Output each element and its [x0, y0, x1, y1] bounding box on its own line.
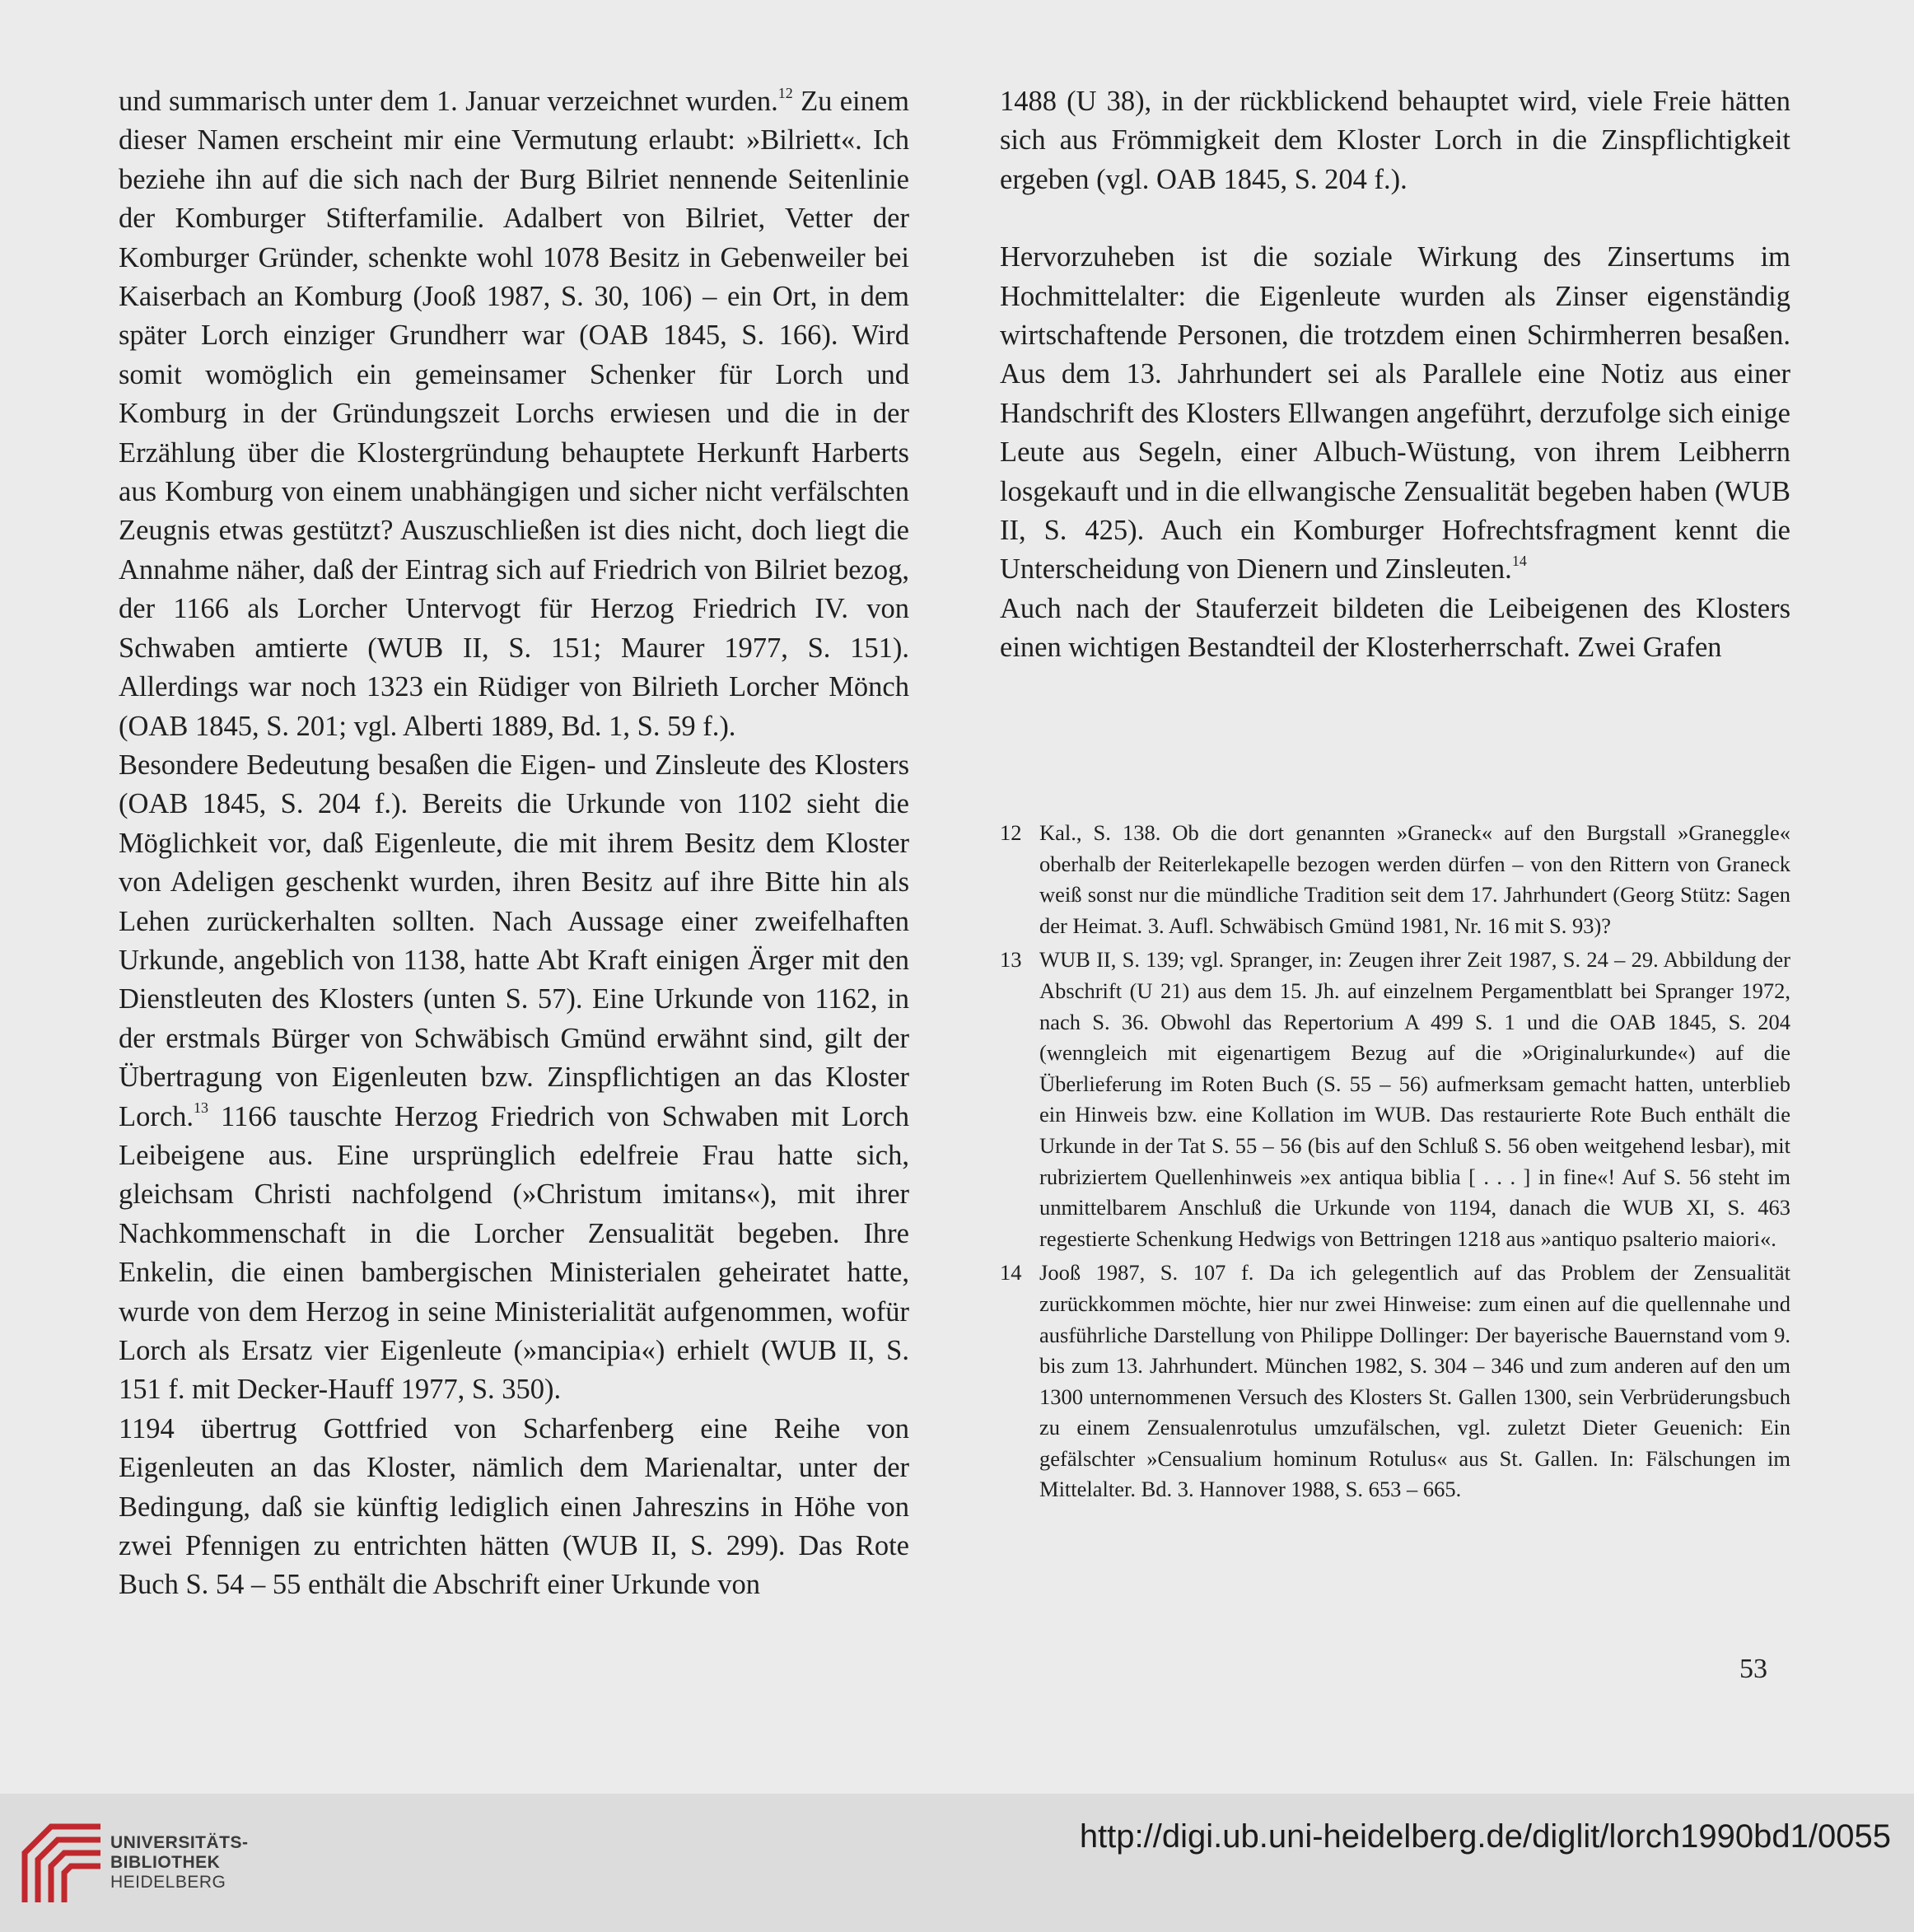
- footnote-number: 12: [1000, 820, 1022, 845]
- library-footer: [0, 1794, 1914, 1932]
- paragraph: Hervorzuheben ist die soziale Wirkung des Zinsertums im Hochmittelalter: die Eigenleute wurden als Zinser eigenständig wirtschaftende Personen, die trotzdem einen Schirmherren besaßen. Aus dem 13. Jahrhundert sei als Parallele eine Notiz aus einer Handschrift des Klosters Ellwangen angeführt, derzufolge sich einige Leute aus Segeln, einer Albuch-Wüstung, von ihrem Leibherrn losgekauft und in die ellwangische Zensualität begeben haben (WUB II, S. 425). Auch ein Komburger Hofrechtsfragment kennt die Unterscheidung von Dienern und Zinsleuten.$^{14}$: [1000, 241, 1790, 586]
- footnotes: [1000, 818, 1790, 1505]
- paragraph: Auch nach der Stauferzeit bildeten die Leibeigenen des Klosters einen wichtigen Bestandteil der Klosterherrschaft. Zwei Grafen: [1000, 592, 1790, 664]
- footnote-text: WUB II, S. 139; vgl. Spranger, in: Zeugen ihrer Zeit 1987, S. 24 – 29. Abbildung der Abschrift (U 21) aus dem 15. Jh. auf einzelnem Pergamentblatt bei Spranger 1972, nach S. 36. Obwohl das Repertorium A 499 S. 1 und die OAB 1845, S. 204 (wenngleich mit eigenartigem Bezug auf die »Originalurkunde«) auf die Überlieferung im Roten Buch (S. 55 – 56) aufmerksam gemacht hatten, unterblieb ein Hinweis bzw. eine Kollation im WUB. Das restaurierte Rote Buch enthält die Urkunde in der Tat S. 55 – 56 (bis auf den Schluß S. 56 oben weitgehend lesbar), mit rubriziertem Quellenhinweis »ex antiqua biblia [ . . . ] in fine«! Auf S. 56 steht im unmittelbarem Anschluß die Urkunde von 1194, danach die WUB XI, S. 463 regestierte Schenkung Hedwigs von Bettringen 1218 aus »antiquo psalterio maiori«.: [1039, 947, 1790, 1251]
- footnote: [1000, 1258, 1790, 1505]
- paragraph: 1488 (U 38), in der rückblickend behauptet wird, viele Freie hätten sich aus Frömmigkeit dem Kloster Lorch in die Zinspflichtigkeit ergeben (vgl. OAB 1845, S. 204 f.).: [1000, 86, 1790, 195]
- footnote-text: Kal., S. 138. Ob die dort genannten »Graneck« auf den Burgstall »Graneggle« oberhalb der Reiterlekapelle bezogen werden dürfen – von den Rittern von Graneck weiß sonst nur die mündliche Tradition seit dem 17. Jahrhundert (Georg Stütz: Sagen der Heimat. 3. Aufl. Schwäbisch Gmünd 1981, Nr. 16 mit S. 93)?: [1039, 820, 1790, 938]
- footnote-ref[interactable]: 12: [777, 84, 793, 101]
- footnote: [1000, 945, 1790, 1254]
- footnote-number: 13: [1000, 947, 1022, 973]
- footnote-ref[interactable]: 14: [1511, 552, 1527, 569]
- right-text-column: [1000, 82, 1790, 668]
- footnote-text: Jooß 1987, S. 107 f. Da ich gelegentlich auf das Problem der Zensualität zurückkommen möchte, hier nur zwei Hinweise: zum einen auf die quellennahe und ausführliche Darstellung von Philippe Dollinger: Der bayerische Bauernstand vom 9. bis zum 13. Jahrhundert. München 1982, S. 304 – 346 und zum anderen auf den um 1300 unternommenen Versuch des Klosters St. Gallen 1300, sein Verbrüderungsbuch zu einem Zensualenrotulus umzufälschen, vgl. zuletzt Dieter Geuenich: Ein gefälschter »Censualium hominum Rotulus« aus St. Gallen. In: Fälschungen im Mittelalter. Bd. 3. Hannover 1988, S. 653 – 665.: [1039, 1260, 1790, 1502]
- digital-copy-link[interactable]: http://digi.ub.uni-heidelberg.de/diglit/lorch1990bd1/0055: [1079, 1818, 1891, 1855]
- library-logo-icon: [18, 1820, 104, 1909]
- footnote-number: 14: [1000, 1260, 1022, 1286]
- page-number: 53: [1739, 1654, 1767, 1684]
- paragraph: und summarisch unter dem 1. Januar verzeichnet wurden.$^{12}$ Zu einem dieser Namen erscheint mir eine Vermutung erlaubt: »Bilriett«. Ich beziehe ihn auf die sich nach der Burg Bilriet nennende Seitenlinie der Komburger Stifterfamilie. Adalbert von Bilriet, Vetter der Komburger Gründer, schenkte wohl 1078 Besitz in Gebenweiler bei Kaiserbach an Komburg (Jooß 1987, S. 30, 106) – ein Ort, in dem später Lorch einziger Grundherr war (OAB 1845, S. 166). Wird somit womöglich ein gemeinsamer Schenker für Lorch und Komburg in der Gründungszeit Lorchs erwiesen und die in der Erzählung über die Klostergründung behauptete Herkunft Harberts aus Komburg von einem unabhängigen und sicher nicht verfälschten Zeugnis etwas gestützt? Auszuschließen ist dies nicht, doch liegt die Annahme näher, daß der Eintrag sich auf Friedrich von Bilriet bezog, der 1166 als Lorcher Untervogt für Herzog Friedrich IV. von Schwaben amtierte (WUB II, S. 151; Maurer 1977, S. 151). Allerdings war noch 1323 ein Rüdiger von Bilrieth Lorcher Mönch (OAB 1845, S. 201; vgl. Alberti 1889, Bd. 1, S. 59 f.).: [119, 84, 909, 742]
- paragraph: 1194 übertrug Gottfried von Scharfenberg eine Reihe von Eigenleuten an das Kloster, nämlich dem Marienaltar, unter der Bedingung, daß sie künftig lediglich einen Jahreszins in Höhe von zwei Pfennigen zu entrichten hätten (WUB II, S. 299). Das Rote Buch S. 54 – 55 enthält die Abschrift einer Urkunde von: [119, 1412, 909, 1601]
- library-name: UNIVERSITÄTS- BIBLIOTHEK HEIDELBERG: [110, 1833, 249, 1892]
- paragraph: Besondere Bedeutung besaßen die Eigen- und Zinsleute des Klosters (OAB 1845, S. 204 f.). Bereits die Urkunde von 1102 sieht die Möglichkeit vor, daß Eigenleute, die mit ihrem Besitz dem Kloster von Adeligen geschenkt wurden, ihren Besitz auf ihre Bitte hin als Lehen zurückerhalten sollten. Nach Aussage einer zweifelhaften Urkunde, angeblich von 1138, hatte Abt Kraft einigen Ärger mit den Dienstleuten des Klosters (unten S. 57). Eine Urkunde von 1162, in der erstmals Bürger von Schwäbisch Gmünd erwähnt sind, gilt der Übertragung von Eigenleuten bzw. Zinspflichtigen an das Kloster Lorch.$^{13}$ 1166 tauschte Herzog Friedrich von Schwaben mit Lorch Leibeigene aus. Eine ursprünglich edelfreie Frau hatte sich, gleichsam Christi nachfolgend (»Christum imitans«), mit ihrer Nachkommenschaft in die Lorcher Zensualität begeben. Ihre Enkelin, die einen bambergischen Ministerialen geheiratet hatte, wurde von dem Herzog in seine Ministerialität aufgenommen, wofür Lorch als Ersatz vier Eigenleute (»mancipia«) erhielt (WUB II, S. 151 f. mit Decker-Hauff 1977, S. 350).: [119, 749, 909, 1406]
- footnote: [1000, 818, 1790, 941]
- footnote-ref[interactable]: 13: [194, 1099, 209, 1117]
- left-text-column: [119, 82, 909, 1605]
